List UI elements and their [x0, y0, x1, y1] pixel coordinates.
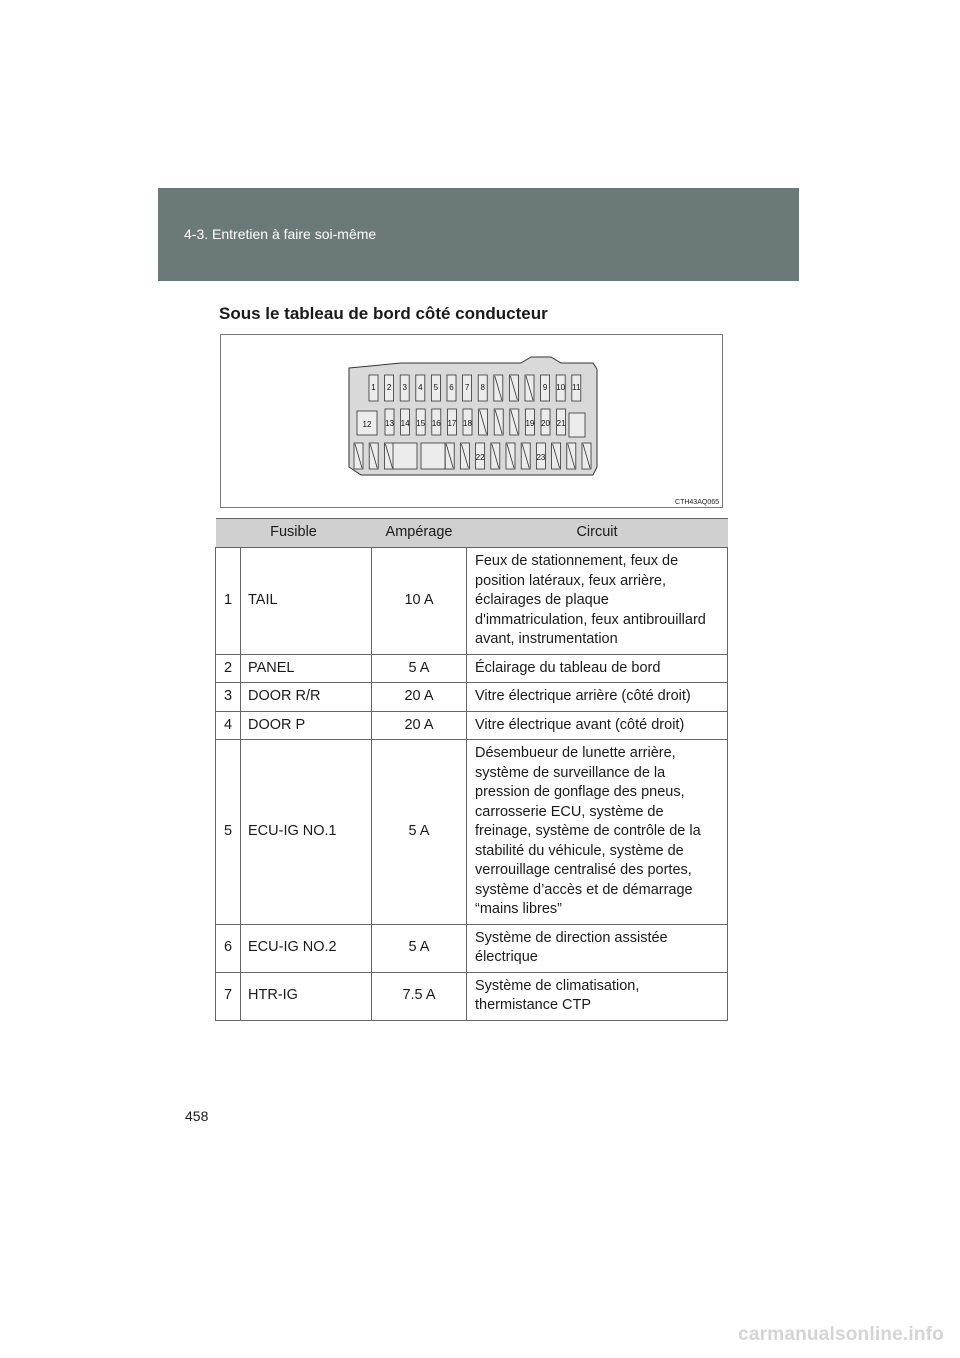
fuse-label: 22: [475, 453, 485, 462]
table-row: [216, 548, 728, 655]
fuse-label: 21: [556, 419, 566, 428]
fuse-circuit: Éclairage du tableau de bord: [467, 654, 728, 683]
fuse-amperage: 5 A: [372, 924, 467, 972]
fuse-name: DOOR P: [241, 711, 372, 740]
fuse-label: 20: [541, 419, 550, 428]
table-row: [216, 654, 728, 683]
fuse-name: ECU-IG NO.1: [241, 740, 372, 925]
fuse-name: ECU-IG NO.2: [241, 924, 372, 972]
fuse-number: 7: [216, 972, 241, 1020]
fuse-label: 10: [556, 383, 566, 392]
fuse-label: 3: [402, 383, 407, 392]
fuse-label: 12: [362, 420, 372, 429]
fuse-name: DOOR R/R: [241, 683, 372, 712]
fuse-label: 16: [431, 419, 441, 428]
fuse-number: 2: [216, 654, 241, 683]
fuse-label: 18: [463, 419, 472, 428]
fuse-name: TAIL: [241, 548, 372, 655]
fuse-amperage: 20 A: [372, 711, 467, 740]
fuse-circuit: Vitre électrique arrière (côté droit): [467, 683, 728, 712]
relay-socket: [421, 443, 445, 469]
fuse-table: [215, 518, 728, 1021]
fuse-box-diagram: [220, 334, 723, 508]
table-row: [216, 972, 728, 1020]
fuse-label: 7: [464, 383, 470, 392]
header-fuse: Fusible: [216, 519, 372, 548]
fuse-number: 1: [216, 548, 241, 655]
fuse-amperage: 5 A: [372, 654, 467, 683]
fuse-label: 15: [416, 419, 426, 428]
fuse-number: 3: [216, 683, 241, 712]
fuse-name: PANEL: [241, 654, 372, 683]
fuse-label: 9: [542, 383, 548, 392]
table-row: [216, 711, 728, 740]
fuse-label: 11: [572, 383, 581, 392]
fuse-box-svg: [221, 335, 722, 507]
relay-socket: [393, 443, 417, 469]
fuse-number: 6: [216, 924, 241, 972]
section-title: 4-3. Entretien à faire soi-même: [184, 226, 377, 242]
fuse-label: 23: [536, 453, 546, 462]
fuse-label: 17: [447, 419, 457, 428]
fuse-number: 4: [216, 711, 241, 740]
fuse-label: 19: [525, 419, 535, 428]
fuse-number: 5: [216, 740, 241, 925]
sub-heading: Sous le tableau de bord côté conducteur: [219, 304, 548, 323]
fuse-label: 1: [371, 383, 376, 392]
fuse-name: HTR-IG: [241, 972, 372, 1020]
fuse-label: 2: [386, 383, 392, 392]
fuse-label: 4: [418, 383, 423, 392]
table-row: [216, 683, 728, 712]
fuse-label: 6: [449, 383, 454, 392]
fuse-label: 8: [480, 383, 485, 392]
table-row: [216, 740, 728, 925]
fuse-amperage: 10 A: [372, 548, 467, 655]
fuse-circuit: Vitre électrique avant (côté droit): [467, 711, 728, 740]
fuse-amperage: 7.5 A: [372, 972, 467, 1020]
fuse-amperage: 5 A: [372, 740, 467, 925]
fuse-circuit: Désembueur de lunette arrière, système de surveillance de la pression de gonflage des pneus, carrosserie ECU, système de freinage, système de contrôle de la stabilité du véhicule, système de verrouillage centralisé des portes, système d’accès et de démarrage “mains libres”: [467, 740, 728, 925]
watermark: carmanualsonline.info: [738, 1324, 944, 1345]
table-header-row: [216, 519, 728, 548]
fuse-circuit: Feux de stationnement, feux de position latéraux, feux arrière, éclairages de plaque d'immatriculation, feux antibrouillard avant, instrumentation: [467, 548, 728, 655]
fuse-amperage: 20 A: [372, 683, 467, 712]
header-circuit: Circuit: [467, 519, 728, 548]
fuse-label: 14: [400, 419, 410, 428]
page-number: 458: [185, 1108, 209, 1124]
fuse-circuit: Système de climatisation, thermistance CTP: [467, 972, 728, 1020]
header-amperage: Ampérage: [372, 519, 467, 548]
fuse-circuit: Système de direction assistée électrique: [467, 924, 728, 972]
table-row: [216, 924, 728, 972]
fuse-label: 13: [385, 419, 394, 428]
relay-slot: [569, 413, 585, 437]
fuse-label: 5: [433, 383, 439, 392]
figure-code: CTH43AQ065: [675, 499, 719, 506]
